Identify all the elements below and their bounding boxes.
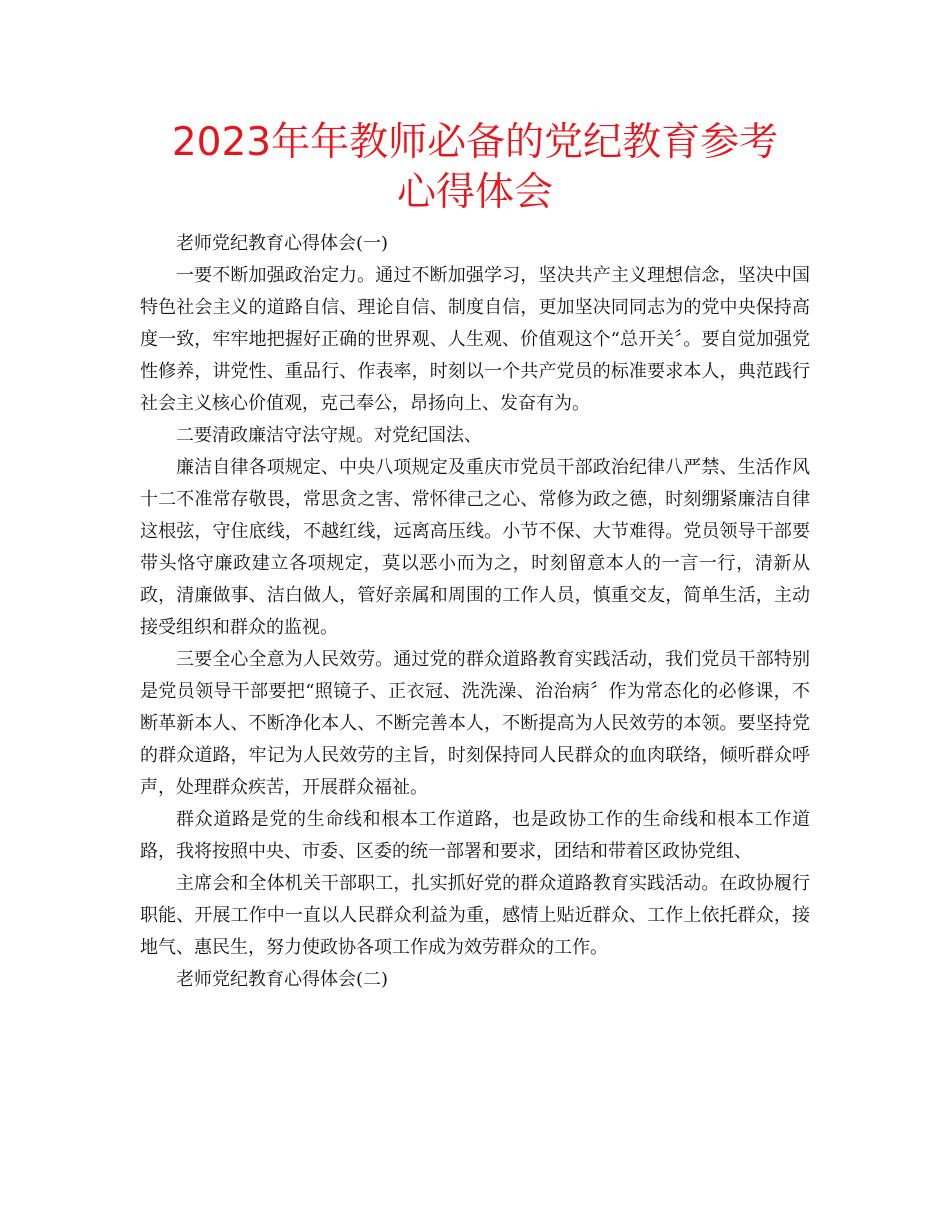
paragraph-4: 三要全心全意为人民效劳。通过党的群众道路教育实践活动，我们党员干部特别是党员领导干部要把“照镜子、正衣冠、洗洗澡、治治病〞作为常态化的必修课，不断革新本人、不断净化本人、不断完善本人，不断提高为人民效劳的本领。要坚持党的群众道路，牢记为人民效劳的主旨，时刻保持同人民群众的血肉联络，倾听群众呼声，处理群众疾苦，开展群众福祉。 — [140, 649, 810, 798]
paragraph-1: 一要不断加强政治定力。通过不断加强学习，坚决共产主义理想信念，坚决中国特色社会主义的道路自信、理论自信、制度自信，更加坚决同同志为的党中央保持高度一致，牢牢地把握好正确的世界观、人生观、价值观这个“总开关〞。要自觉加强党性修养，讲党性、重品行、作表率，时刻以一个共产党员的标准要求本人，典范践行社会主义核心价值观，克己奉公，昂扬向上、发奋有为。 — [140, 265, 810, 414]
document-title: 2023年年教师必备的党纪教育参考心得体会 — [171, 120, 779, 215]
paragraph-3: 廉洁自律各项规定、中央八项规定及重庆市党员干部政治纪律八严禁、生活作风十二不准常存敬畏，常思贪之害、常怀律己之心、常修为政之德，时刻绷紧廉洁自律这根弦，守住底线，不越红线，远离高压线。小节不保、大节难得。党员领导干部要带头恪守廉政建立各项规定，莫以恶小而为之，时刻留意本人的一言一行，清新从政，清廉做事、洁白做人，管好亲属和周围的工作人员，慎重交友，简单生活，主动接受组织和群众的监视。 — [140, 457, 810, 638]
paragraph-5: 群众道路是党的生命线和根本工作道路，也是政协工作的生命线和根本工作道路，我将按照中央、市委、区委的统一部署和要求，团结和带着区政协党组、 — [140, 809, 810, 862]
section-heading-1: 老师党纪教育心得体会(一) — [176, 233, 389, 254]
section-heading-2: 老师党纪教育心得体会(二) — [176, 969, 389, 990]
paragraph-2: 二要清政廉洁守法守规。对党纪国法、 — [176, 425, 482, 446]
paragraph-6: 主席会和全体机关干部职工，扎实抓好党的群众道路教育实践活动。在政协履行职能、开展工作中一直以人民群众利益为重，感情上贴近群众、工作上依托群众，接地气、惠民生，努力使政协各项工作成为效劳群众的工作。 — [140, 873, 810, 958]
